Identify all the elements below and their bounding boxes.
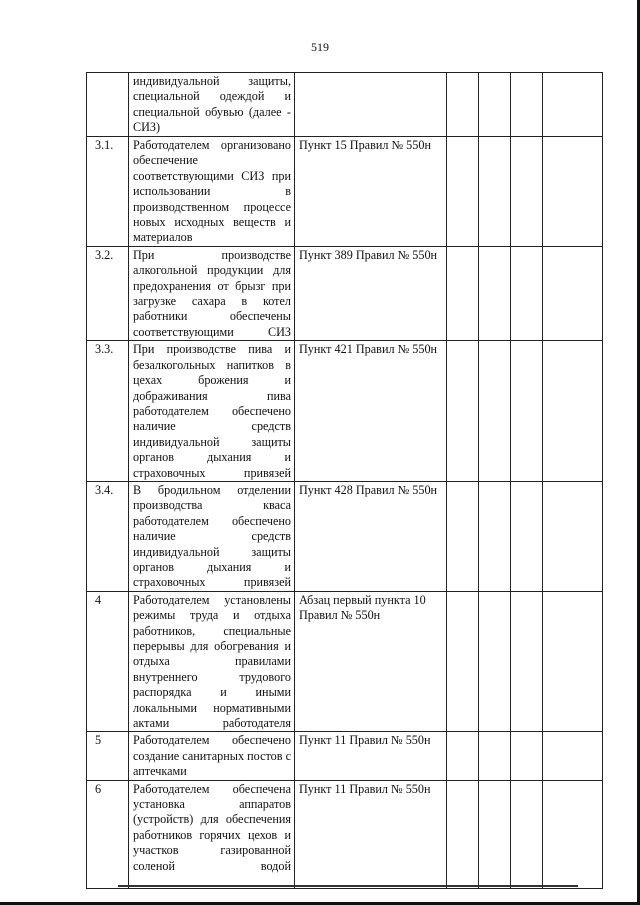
answer-na-cell: [511, 246, 543, 340]
answer-yes-cell: [447, 732, 479, 780]
legal-reference: Пункт 421 Правил № 550н: [295, 341, 447, 482]
notes-cell: [543, 732, 603, 780]
notes-cell: [543, 246, 603, 340]
row-number: 3.4.: [87, 481, 129, 591]
table-row: [87, 591, 603, 732]
legal-reference: Пункт 11 Правил № 550н: [295, 780, 447, 888]
table-row: [87, 137, 603, 247]
legal-reference: [295, 73, 447, 137]
answer-na-cell: [511, 481, 543, 591]
answer-no-cell: [479, 732, 511, 780]
notes-cell: [543, 481, 603, 591]
answer-yes-cell: [447, 341, 479, 482]
answer-yes-cell: [447, 73, 479, 137]
requirement-text: индивидуальной защиты, специальной одеждой и специальной обувью (далее - СИЗ): [129, 73, 295, 137]
answer-no-cell: [479, 780, 511, 888]
notes-cell: [543, 591, 603, 732]
answer-yes-cell: [447, 591, 479, 732]
row-number: [87, 73, 129, 137]
answer-na-cell: [511, 780, 543, 888]
answer-yes-cell: [447, 481, 479, 591]
answer-na-cell: [511, 732, 543, 780]
requirement-text: В бродильном отделении производства кваса работодателем обеспечено наличие средств индивидуальной защиты органов дыхания и страховочных привязей: [129, 481, 295, 591]
requirement-text: При производстве пива и безалкогольных напитков в цехах брожения и дображивания пива работодателем обеспечено наличие средств индивидуальной защиты органов дыхания и страховочных привязей: [129, 341, 295, 482]
checklist-table: [86, 72, 603, 889]
answer-na-cell: [511, 73, 543, 137]
legal-reference: Пункт 11 Правил № 550н: [295, 732, 447, 780]
answer-yes-cell: [447, 780, 479, 888]
row-number: 3.2.: [87, 246, 129, 340]
answer-yes-cell: [447, 137, 479, 247]
answer-na-cell: [511, 341, 543, 482]
notes-cell: [543, 73, 603, 137]
answer-no-cell: [479, 137, 511, 247]
row-number: 3.1.: [87, 137, 129, 247]
table-row: [87, 481, 603, 591]
answer-no-cell: [479, 481, 511, 591]
bottom-rule: [118, 885, 578, 887]
notes-cell: [543, 137, 603, 247]
legal-reference: Абзац первый пункта 10 Правил № 550н: [295, 591, 447, 732]
answer-na-cell: [511, 591, 543, 732]
requirement-text: Работодателем обеспечено создание санитарных постов с аптечками: [129, 732, 295, 780]
answer-no-cell: [479, 341, 511, 482]
notes-cell: [543, 780, 603, 888]
answer-yes-cell: [447, 246, 479, 340]
answer-no-cell: [479, 73, 511, 137]
table-row: [87, 780, 603, 888]
notes-cell: [543, 341, 603, 482]
table-row: [87, 732, 603, 780]
answer-na-cell: [511, 137, 543, 247]
table-row: [87, 73, 603, 137]
legal-reference: Пункт 15 Правил № 550н: [295, 137, 447, 247]
answer-no-cell: [479, 246, 511, 340]
legal-reference: Пункт 428 Правил № 550н: [295, 481, 447, 591]
requirement-text: При производстве алкогольной продукции для предохранения от брызг при загрузке сахара в котел работники обеспечены соответствующими СИЗ: [129, 246, 295, 340]
row-number: 6: [87, 780, 129, 888]
requirement-text: Работодателем установлены режимы труда и отдыха работников, специальные перерывы для обогревания и отдыха правилами внутреннего трудового распорядка и иными локальными нормативными актами работодателя: [129, 591, 295, 732]
page-number: 519: [311, 40, 329, 54]
requirement-text: Работодателем обеспечена установка аппаратов (устройств) для обеспечения работников горячих цехов и участков газированной соленой водой: [129, 780, 295, 888]
row-number: 5: [87, 732, 129, 780]
row-number: 4: [87, 591, 129, 732]
row-number: 3.3.: [87, 341, 129, 482]
requirement-text: Работодателем организовано обеспечение соответствующими СИЗ при использовании в производственном процессе новых исходных веществ и материалов: [129, 137, 295, 247]
answer-no-cell: [479, 591, 511, 732]
table-row: [87, 341, 603, 482]
legal-reference: Пункт 389 Правил № 550н: [295, 246, 447, 340]
table-row: [87, 246, 603, 340]
